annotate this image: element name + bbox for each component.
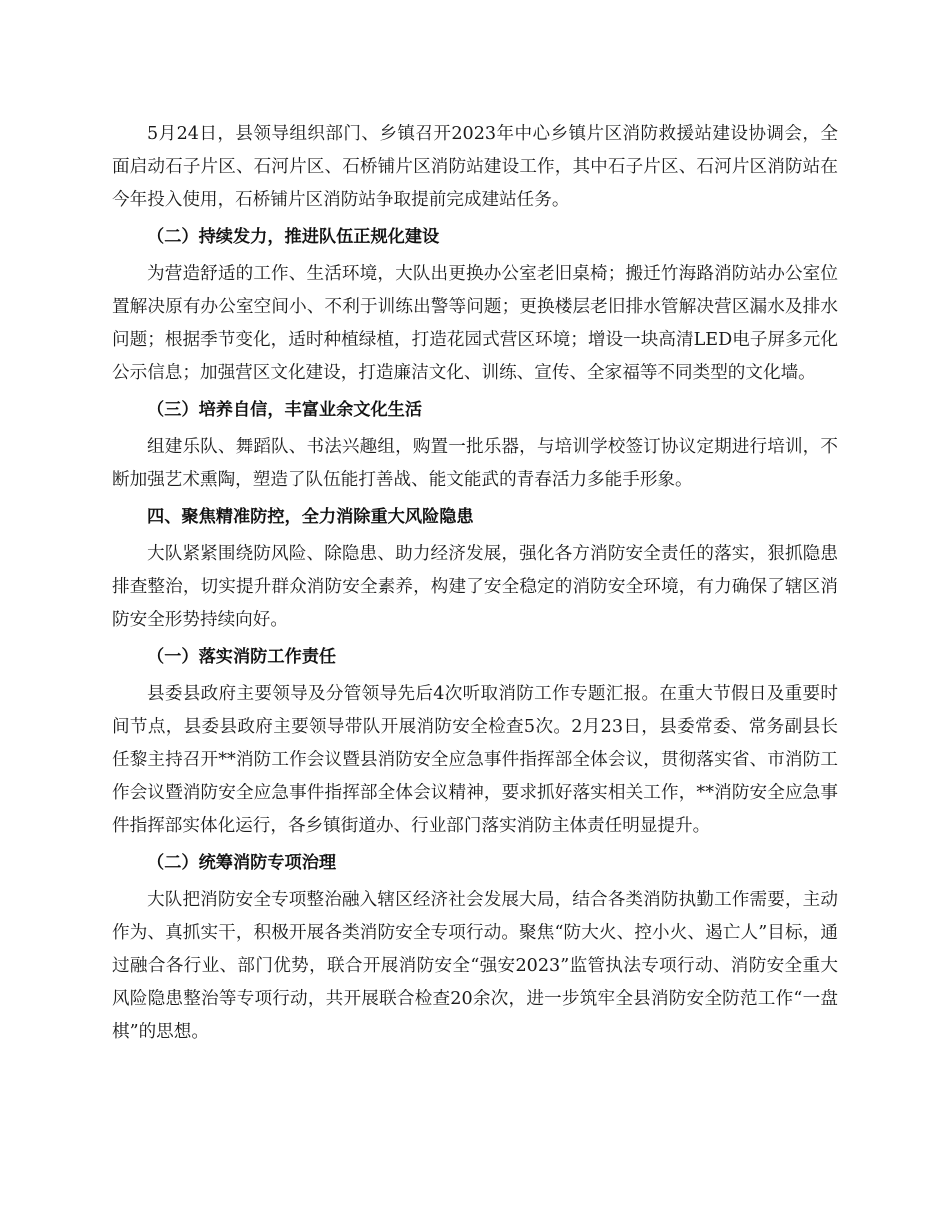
heading-cultural-life: （三）培养自信，丰富业余文化生活 (147, 400, 423, 420)
paragraph-special-actions: 大队把消防安全专项整治融入辖区经济社会发展大局，结合各类消防执勤工作需要，主动作为、真抓实干，积极开展各类消防安全专项行动。聚焦“防大火、控小火、遏亡人”目标，通过融合各行业、部门优势，联合开展消防安全“强安2023”监管执法专项行动、消防安全重大风险隐患整治等专项行动，共开展联合检查20余次，进一步筑牢全县消防安全防范工作“一盘棋”的思想。 (112, 890, 838, 1042)
heading-special-governance: （二）统筹消防专项治理 (147, 853, 337, 873)
heading-fire-responsibility: （一）落实消防工作责任 (147, 647, 337, 667)
paragraph-county-meeting: 5月24日，县领导组织部门、乡镇召开2023年中心乡镇片区消防救援站建设协调会，全面启动石子片区、石河片区、石桥铺片区消防站建设工作，其中石子片区、石河片区消防站在今年投入使用，石桥铺片区消防站争取提前完成建站任务。 (112, 124, 838, 210)
heading-team-standardization: （二）持续发力，推进队伍正规化建设 (147, 227, 440, 247)
document-body (112, 118, 838, 1053)
paragraph-risk-overview: 大队紧紧围绕防风险、除隐患、助力经济发展，强化各方消防安全责任的落实，狠抓隐患排查整治，切实提升群众消防安全素养，构建了安全稳定的消防安全环境，有力确保了辖区消防安全形势持续向好。 (112, 544, 838, 630)
paragraph-environment-improvement: 为营造舒适的工作、生活环境，大队出更换办公室老旧桌椅；搬迁竹海路消防站办公室位置解决原有办公室空间小、不利于训练出警等问题；更换楼层老旧排水管解决营区漏水及排水问题；根据季节变化，适时种植绿植，打造花园式营区环境；增设一块高清LED电子屏多元化公示信息；加强营区文化建设，打造廉洁文化、训练、宣传、全家福等不同类型的文化墙。 (112, 264, 838, 383)
heading-risk-prevention: 四、聚焦精准防控，全力消除重大风险隐患 (147, 507, 474, 527)
paragraph-leadership-meetings: 县委县政府主要领导及分管领导先后4次听取消防工作专题汇报。在重大节假日及重要时间节点，县委县政府主要领导带队开展消防安全检查5次。2月23日，县委常委、常务副县长任黎主持召开**消防工作会议暨县消防安全应急事件指挥部全体会议，贯彻落实省、市消防工作会议暨消防安全应急事件指挥部全体会议精神，要求抓好落实相关工作，**消防安全应急事件指挥部实体化运行，各乡镇街道办、行业部门落实消防主体责任明显提升。 (112, 684, 838, 836)
paragraph-band-dance-calligraphy: 组建乐队、舞蹈队、书法兴趣组，购置一批乐器，与培训学校签订协议定期进行培训，不断加强艺术熏陶，塑造了队伍能打善战、能文能武的青春活力多能手形象。 (112, 437, 838, 490)
